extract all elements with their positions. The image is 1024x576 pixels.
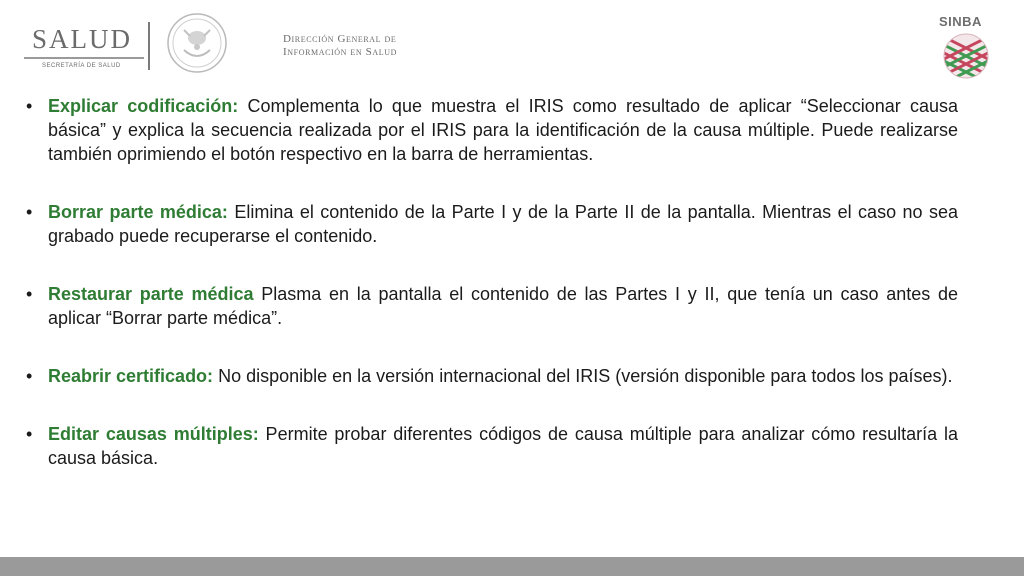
- header-divider: [148, 22, 150, 70]
- salud-logo-underline: [24, 57, 144, 59]
- list-item: [26, 94, 958, 166]
- list-item: [26, 364, 958, 388]
- salud-logo-title: SALUD: [32, 24, 133, 54]
- national-seal-icon: [166, 12, 228, 74]
- item-term: Editar causas múltiples:: [48, 424, 259, 444]
- salud-logo-subtitle: SECRETARÍA DE SALUD: [42, 63, 121, 69]
- bullet-icon: •: [26, 366, 33, 386]
- bullet-icon: •: [26, 96, 33, 116]
- list-item: [26, 422, 958, 470]
- item-text: Elimina el contenido de la Parte I y de la Parte II de la pantalla. Mientras el caso no sea grabado puede recuperarse el contenido.: [48, 202, 958, 246]
- dependency-line-1: Dirección General de: [283, 33, 397, 45]
- list-item: [26, 282, 958, 330]
- globe-icon: [942, 32, 990, 80]
- sinba-logo-title: SINBA: [939, 14, 982, 29]
- item-term: Restaurar parte médica: [48, 284, 254, 304]
- item-term: Explicar codificación:: [48, 96, 239, 116]
- bullet-icon: •: [26, 284, 33, 304]
- dependency-line-2: Información en Salud: [283, 46, 397, 58]
- item-text: Complementa lo que muestra el IRIS como resultado de aplicar “Seleccionar causa básica” y explica la secuencia realizada por el IRIS para la identificación de la causa múltiple. Puede realizarse también oprimiendo el botón respectivo en la barra de herramientas.: [48, 96, 958, 164]
- footer-bar: [0, 557, 1024, 576]
- dependency-name: [283, 33, 397, 59]
- sinba-logo: [936, 14, 998, 86]
- item-term: Reabrir certificado:: [48, 366, 214, 386]
- salud-logo: [24, 22, 144, 70]
- item-text: Plasma en la pantalla el contenido de las Partes I y II, que tenía un caso antes de aplicar “Borrar parte médica”.: [48, 284, 959, 328]
- header: [0, 0, 1024, 90]
- bullet-icon: •: [26, 202, 33, 222]
- bullet-list: [26, 94, 958, 470]
- list-item: [26, 200, 958, 248]
- bullet-icon: •: [26, 424, 33, 444]
- item-term: Borrar parte médica:: [48, 202, 228, 222]
- item-text: No disponible en la versión internacional del IRIS (versión disponible para todos los países).: [213, 366, 953, 386]
- item-text: Permite probar diferentes códigos de causa múltiple para analizar cómo resultaría la causa básica.: [48, 424, 958, 468]
